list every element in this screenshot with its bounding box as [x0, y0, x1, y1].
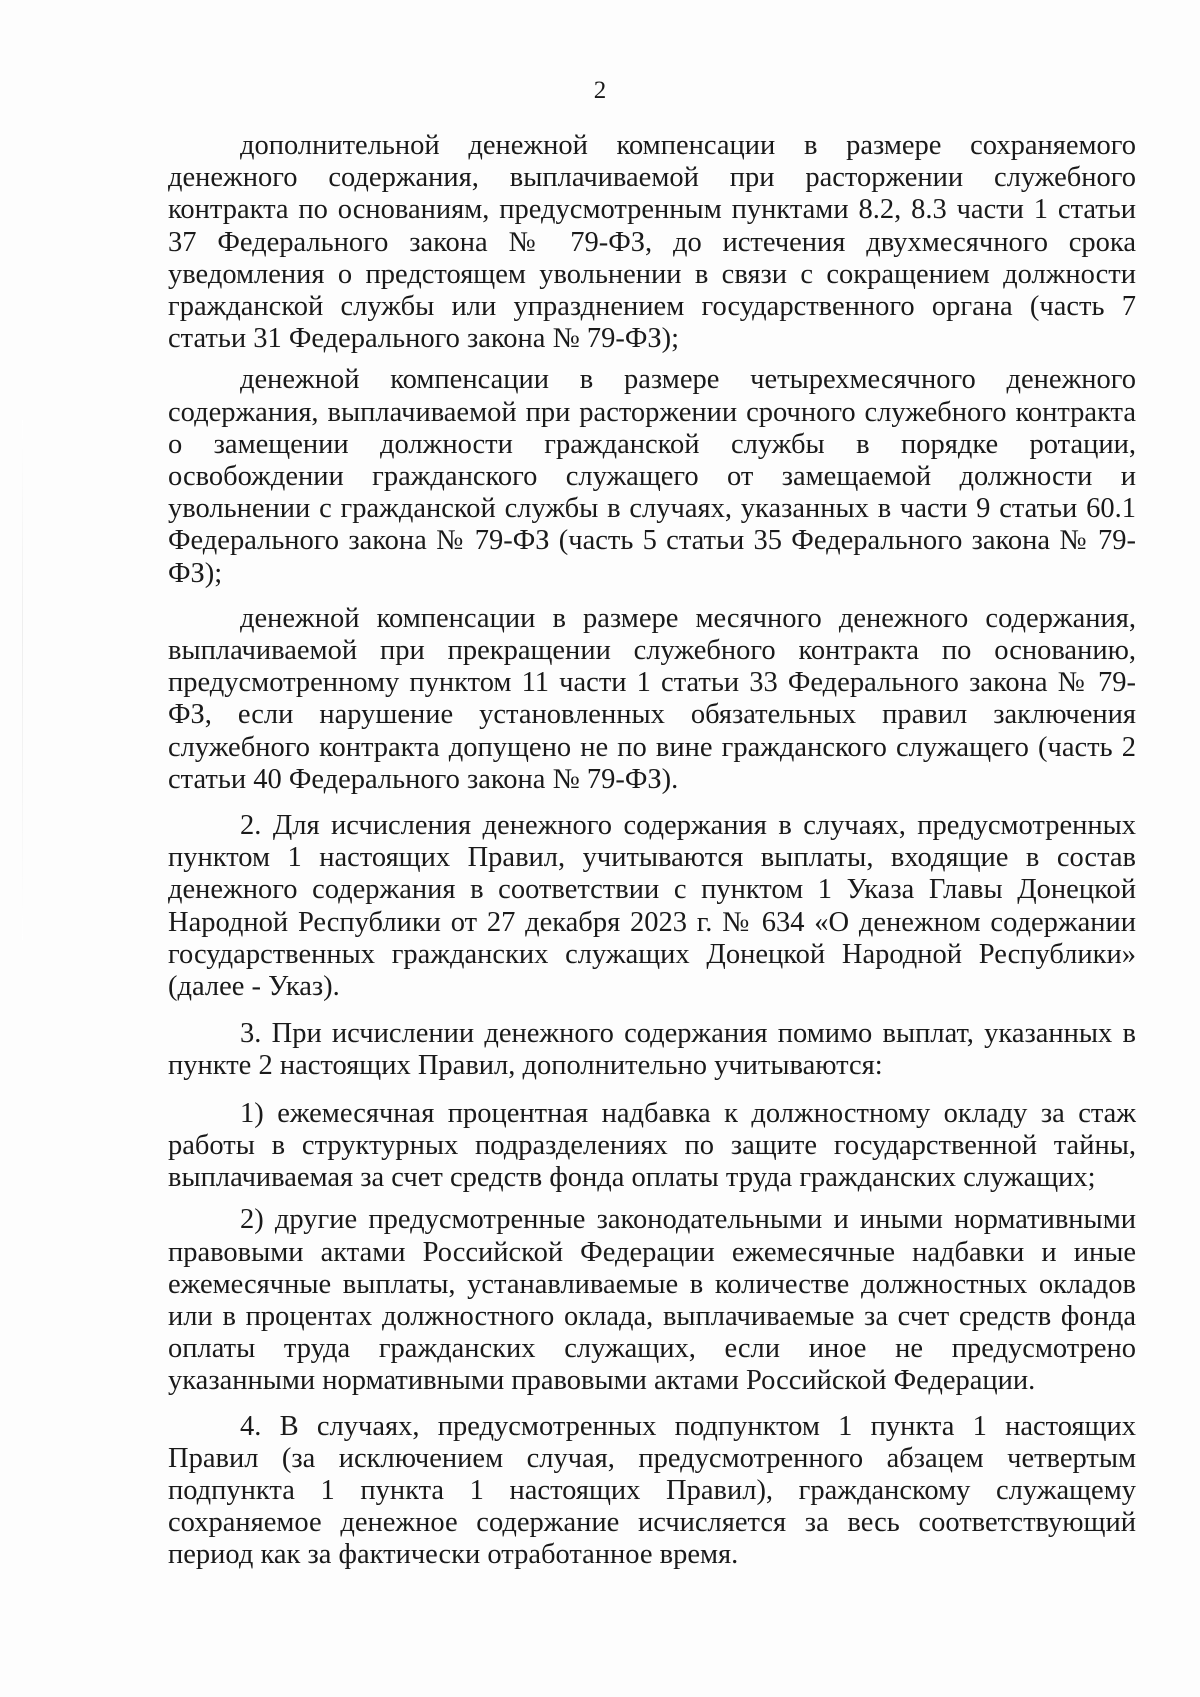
document-body [168, 130, 1136, 1584]
paragraph-subitem-1: 1) ежемесячная процентная надбавка к должностному окладу за стаж работы в структурных подразделениях по защите государственной тайны, выплачиваемая за счет средств фонда оплаты труда гражданских служащих; [168, 1097, 1136, 1194]
paragraph-compensation-monthly: денежной компенсации в размере месячного денежного содержания, выплачиваемой при прекращении служебного контракта по основанию, предусмотренному пунктом 11 части 1 статьи 33 Федерального закона № 79-ФЗ, если нарушение установленных обязательных правил заключения служебного контракта допущено не по вине гражданского служащего (часть 2 статьи 40 Федерального закона № 79-ФЗ). [168, 602, 1136, 795]
paragraph-item-3: 3. При исчислении денежного содержания помимо выплат, указанных в пункте 2 настоящих Правил, дополнительно учитываются: [168, 1018, 1136, 1082]
paragraph-compensation-four-month: денежной компенсации в размере четырехмесячного денежного содержания, выплачиваемой при расторжении срочного служебного контракта о замещении должности гражданской службы в порядке ротации, освобождении гражданского служащего от замещаемой должности и увольнении с гражданской службы в случаях, указанных в части 9 статьи 60.1 Федерального закона № 79-ФЗ (часть 5 статьи 35 Федерального закона № 79-ФЗ); [168, 364, 1136, 589]
paragraph-compensation-reduction: дополнительной денежной компенсации в размере сохраняемого денежного содержания, выплачиваемой при расторжении служебного контракта по основаниям, предусмотренным пунктами 8.2, 8.3 части 1 статьи 37 Федерального закона № 79-ФЗ, до истечения двухмесячного срока уведомления о предстоящем увольнении в связи с сокращением должности гражданской службы или упразднением государственного органа (часть 7 статьи 31 Федерального закона № 79-ФЗ); [168, 130, 1136, 355]
paragraph-subitem-2: 2) другие предусмотренные законодательными и иными нормативными правовыми актами Российской Федерации ежемесячные надбавки и иные ежемесячные выплаты, устанавливаемые в количестве должностных окладов или в процентах должностного оклада, выплачиваемые за счет средств фонда оплаты труда гражданских служащих, если иное не предусмотрено указанными нормативными правовыми актами Российской Федерации. [168, 1204, 1136, 1397]
scan-artifact-line [22, 420, 23, 940]
page-number: 2 [593, 77, 607, 104]
paragraph-item-2: 2. Для исчисления денежного содержания в случаях, предусмотренных пунктом 1 настоящих Правил, учитываются выплаты, входящие в состав денежного содержания в соответствии с пунктом 1 Указа Главы Донецкой Народной Республики от 27 декабря 2023 г. № 634 «О денежном содержании государственных гражданских служащих Донецкой Народной Республики» (далее - Указ). [168, 810, 1136, 1003]
paragraph-item-4: 4. В случаях, предусмотренных подпунктом 1 пункта 1 настоящих Правил (за исключением случая, предусмотренного абзацем четвертым подпункта 1 пункта 1 настоящих Правил), гражданскому служащему сохраняемое денежное содержание исчисляется за весь соответствующий период как за фактически отработанное время. [168, 1410, 1136, 1571]
